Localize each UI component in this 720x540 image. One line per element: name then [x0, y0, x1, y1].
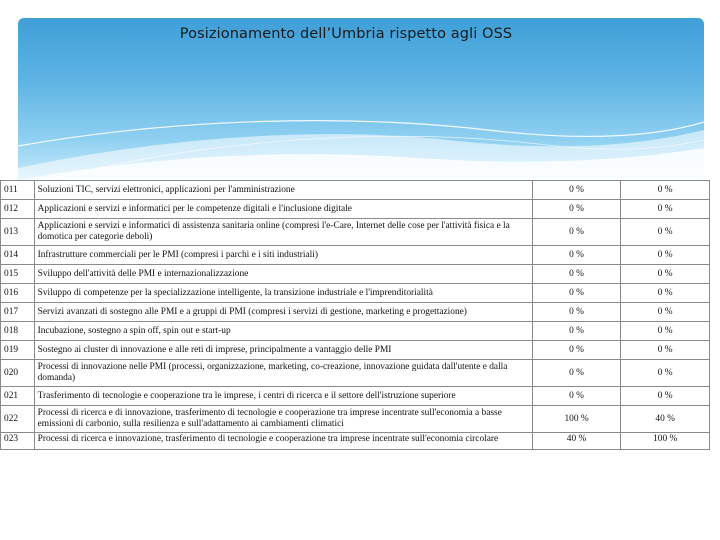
oss-table: [0, 180, 710, 450]
row-description: Processi di ricerca e di innovazione, trasferimento di tecnologie e cooperazione tra imprese incentrate sull'economia a basse emissioni di carbonio, sulla resilienza e sull'adattamento ai cambiamenti climatici: [34, 406, 532, 433]
row-percent-2: 100 %: [621, 433, 710, 450]
row-percent-2: 0 %: [621, 265, 710, 284]
row-percent-1: 0 %: [532, 200, 621, 219]
table-row: [1, 387, 710, 406]
row-percent-1: 0 %: [532, 246, 621, 265]
row-description: Processi di innovazione nelle PMI (processi, organizzazione, marketing, co-creazione, innovazione guidata dall'utente e dalla domanda): [34, 360, 532, 387]
table-row: [1, 406, 710, 433]
table-row: [1, 303, 710, 322]
banner-wave-decoration: [18, 18, 704, 180]
row-percent-1: 0 %: [532, 322, 621, 341]
row-percent-2: 0 %: [621, 200, 710, 219]
row-code: 017: [1, 303, 35, 322]
row-description: Sviluppo di competenze per la specializzazione intelligente, la transizione industriale e l'imprenditorialità: [34, 284, 532, 303]
row-percent-1: 0 %: [532, 303, 621, 322]
row-percent-1: 0 %: [532, 181, 621, 200]
table-row: [1, 433, 710, 450]
row-percent-1: 0 %: [532, 284, 621, 303]
row-percent-2: 0 %: [621, 387, 710, 406]
slide-title: Posizionamento dell’Umbria rispetto agli OSS: [179, 26, 513, 42]
table-row: [1, 265, 710, 284]
row-description: Sostegno ai cluster di innovazione e alle reti di imprese, principalmente a vantaggio delle PMI: [34, 341, 532, 360]
row-description: Processi di ricerca e innovazione, trasferimento di tecnologie e cooperazione tra imprese incentrate sull'economia circolare: [34, 433, 532, 450]
row-description: Incubazione, sostegno a spin off, spin out e start-up: [34, 322, 532, 341]
title-banner: [18, 18, 704, 180]
row-description: Sviluppo dell'attività delle PMI e internazionalizzazione: [34, 265, 532, 284]
row-code: 012: [1, 200, 35, 219]
row-description: Applicazioni e servizi e informatici per le competenze digitali e l'inclusione digitale: [34, 200, 532, 219]
row-percent-1: 100 %: [532, 406, 621, 433]
table-row: [1, 246, 710, 265]
table-row: [1, 322, 710, 341]
row-percent-2: 0 %: [621, 341, 710, 360]
row-percent-2: 40 %: [621, 406, 710, 433]
row-percent-1: 0 %: [532, 387, 621, 406]
table-row: [1, 341, 710, 360]
row-code: 019: [1, 341, 35, 360]
row-percent-2: 0 %: [621, 360, 710, 387]
row-percent-2: 0 %: [621, 284, 710, 303]
table-row: [1, 360, 710, 387]
row-code: 011: [1, 181, 35, 200]
row-code: 016: [1, 284, 35, 303]
row-description: Infrastrutture commerciali per le PMI (compresi i parchi e i siti industriali): [34, 246, 532, 265]
oss-table-container: [0, 180, 712, 450]
row-percent-2: 0 %: [621, 303, 710, 322]
table-row: [1, 181, 710, 200]
row-description: Soluzioni TIC, servizi elettronici, applicazioni per l'amministrazione: [34, 181, 532, 200]
row-code: 020: [1, 360, 35, 387]
row-code: 023: [1, 433, 35, 450]
row-percent-2: 0 %: [621, 219, 710, 246]
row-percent-2: 0 %: [621, 322, 710, 341]
row-code: 022: [1, 406, 35, 433]
row-percent-2: 0 %: [621, 181, 710, 200]
row-percent-1: 40 %: [532, 433, 621, 450]
table-row: [1, 219, 710, 246]
row-percent-1: 0 %: [532, 360, 621, 387]
row-percent-2: 0 %: [621, 246, 710, 265]
row-percent-1: 0 %: [532, 341, 621, 360]
table-row: [1, 284, 710, 303]
row-code: 014: [1, 246, 35, 265]
row-percent-1: 0 %: [532, 265, 621, 284]
row-code: 013: [1, 219, 35, 246]
row-description: Trasferimento di tecnologie e cooperazione tra le imprese, i centri di ricerca e il settore dell'istruzione superiore: [34, 387, 532, 406]
table-row: [1, 200, 710, 219]
row-description: Applicazioni e servizi e informatici di assistenza sanitaria online (compresi l'e-Care, Internet delle cose per l'attività fisica e la domotica per categorie deboli): [34, 219, 532, 246]
row-code: 018: [1, 322, 35, 341]
row-code: 021: [1, 387, 35, 406]
row-code: 015: [1, 265, 35, 284]
row-percent-1: 0 %: [532, 219, 621, 246]
row-description: Servizi avanzati di sostegno alle PMI e a gruppi di PMI (compresi i servizi di gestione, marketing e progettazione): [34, 303, 532, 322]
